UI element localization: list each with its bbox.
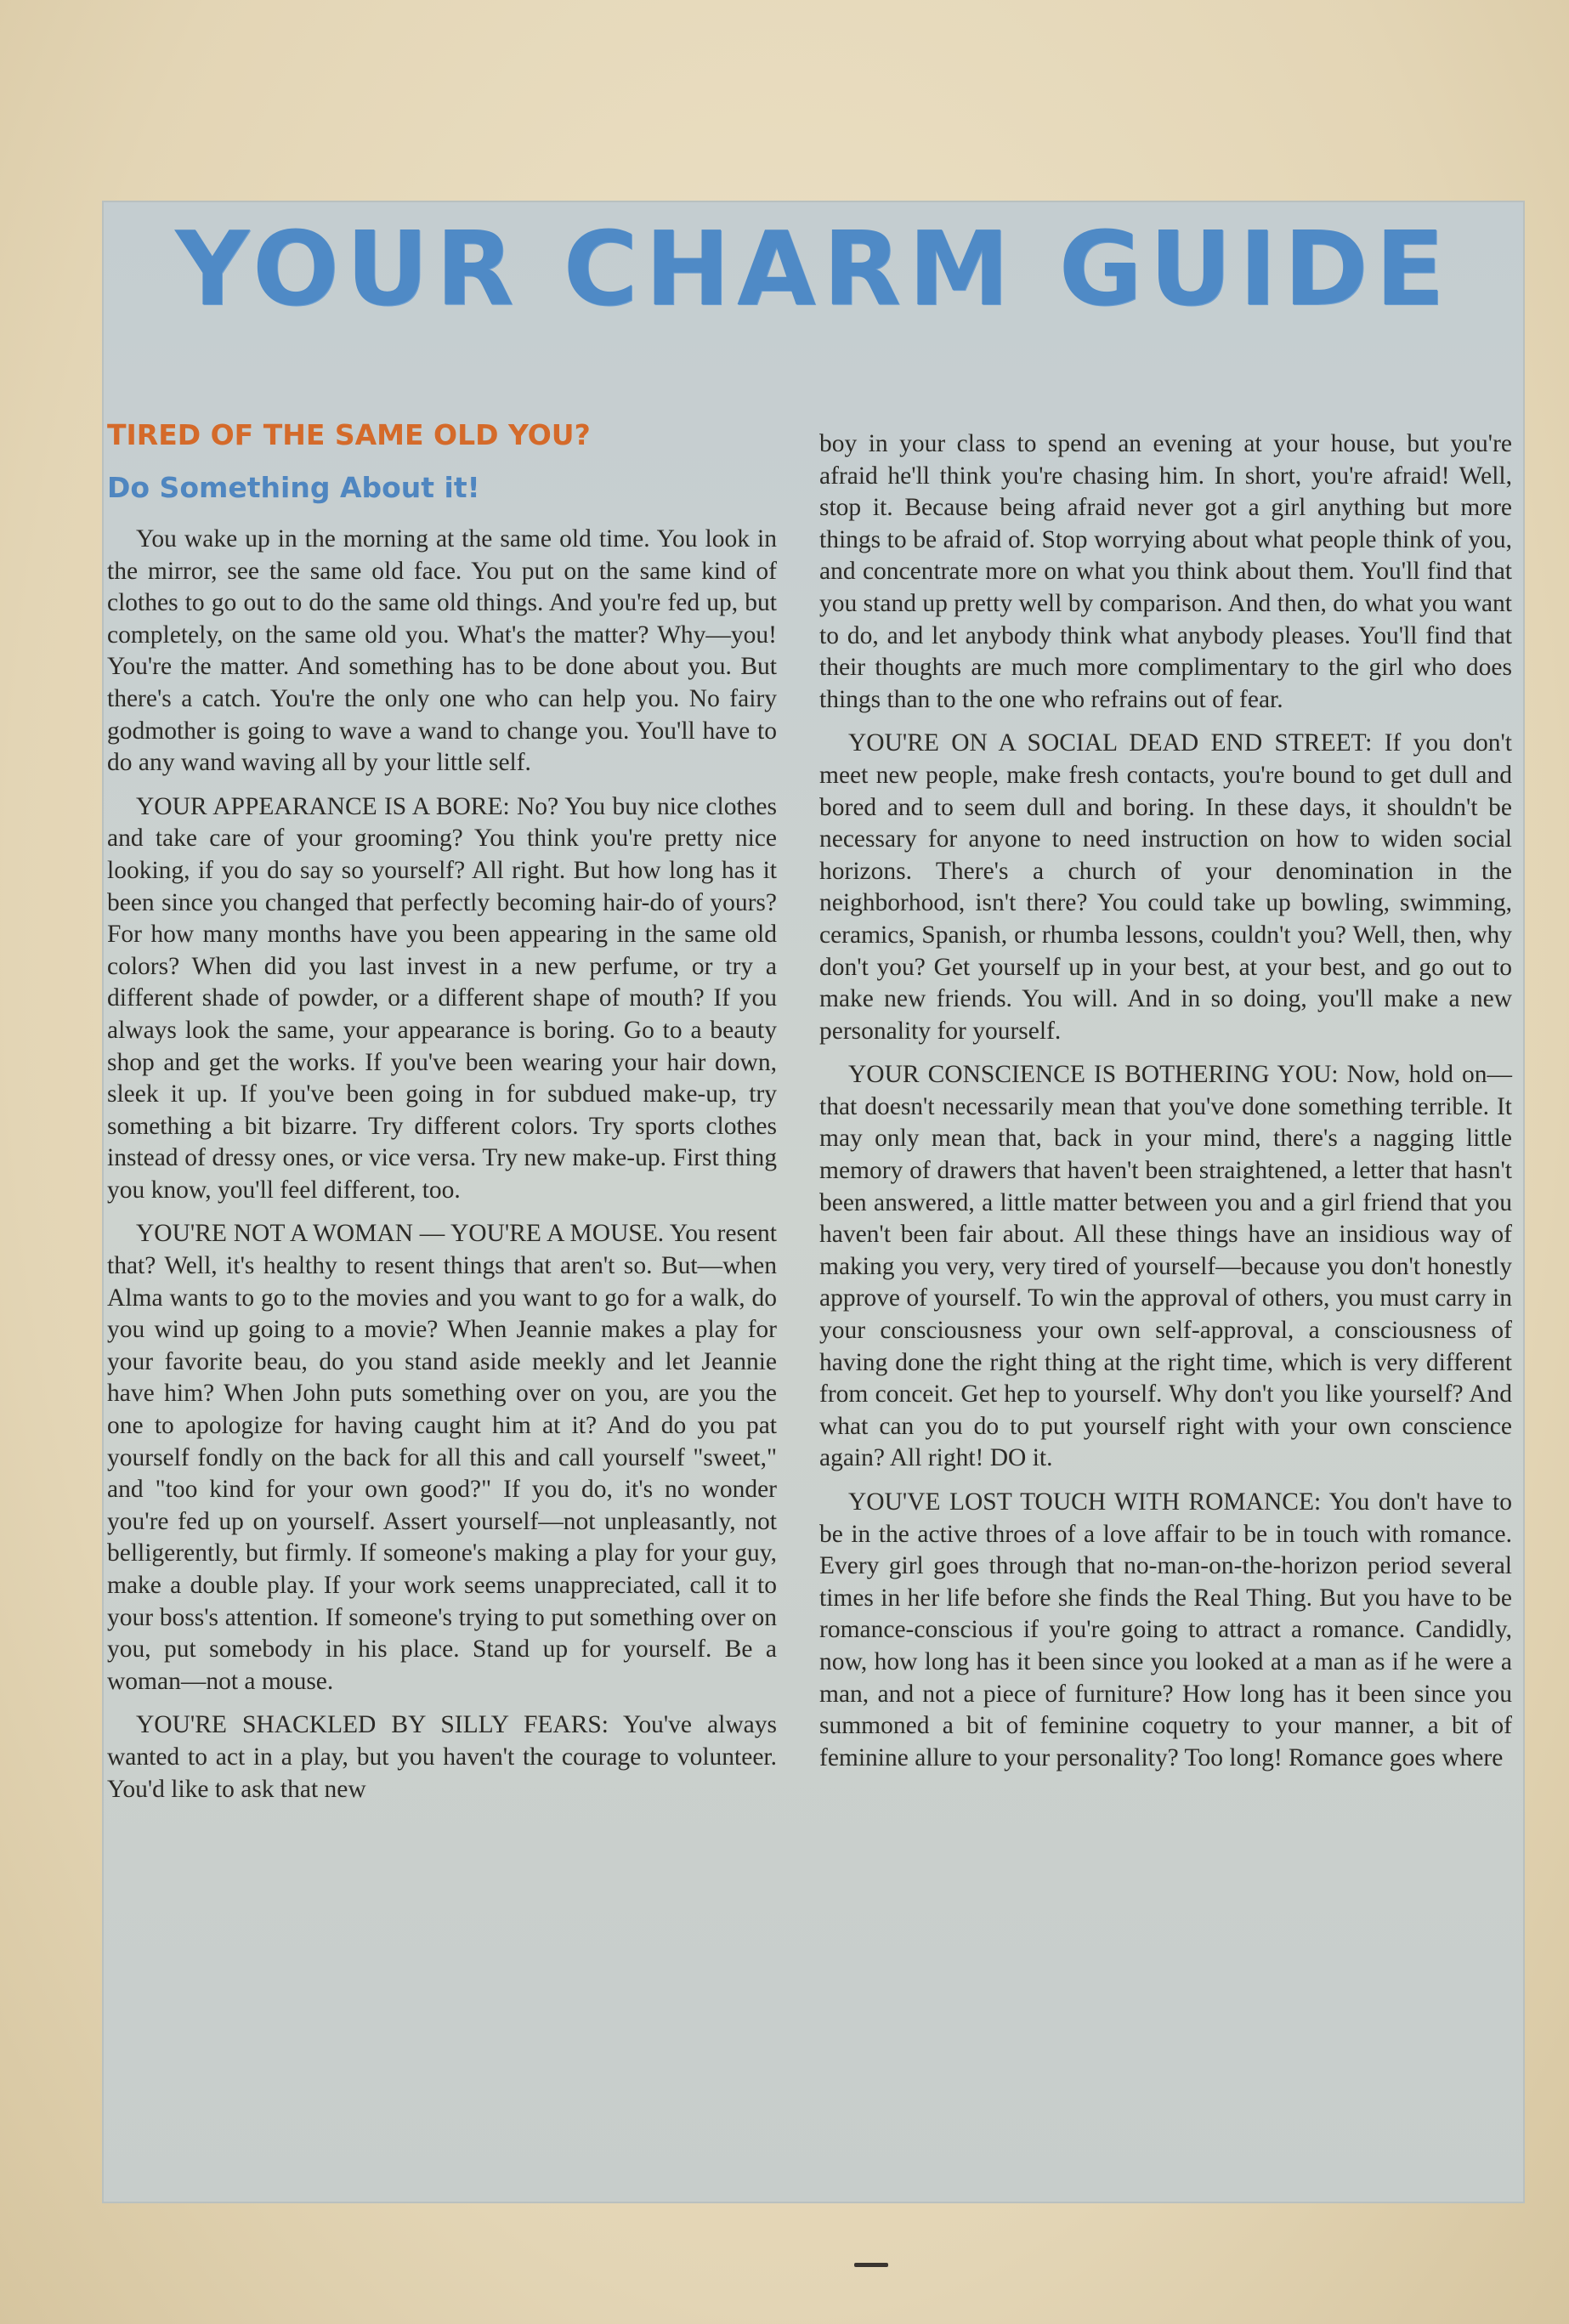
paragraph-intro: You wake up in the morning at the same old time. You look in the mirror, see the same old face. You put on the same kind of clothes to go out to do the same old things. And you're fed up, but completely, on the same old you. What's the matter? Why—you! You're the matter. And something has to be done about you. But there's a catch. You're the only one who can help you. No fairy godmother is going to wave a wand to change you. You'll have to do any wand waving all by your little self. <box>107 525 777 777</box>
article-title: YOUR CHARM GUIDE <box>175 211 1452 329</box>
paragraph-appearance: YOUR APPEARANCE IS A BORE: No? You buy nice clothes and take care of your grooming? You think you're pretty nice looking, if you do say so yourself? All right. But how long has it been since you changed that perfectly becoming hair-do of yours? For how many months have you been appearing in the same old colors? When did you last invest in a new perfume, or try a different shade of powder, or a different shape of mouth? If you always look the same, your appearance is boring. Go to a beauty shop and get the works. If you've been wearing your hair down, sleek it up. If you've been going in for subdued make-up, try something a bit bizarre. Try different colors. Try sports clothes instead of dressy ones, or vice versa. Try new make-up. First thing you know, you'll feel different, too. <box>107 792 777 1204</box>
subheading: Do Something About it! <box>107 471 480 504</box>
paragraph-fears-continued: boy in your class to spend an evening at your house, but you're afraid he'll think you're chasing him. In short, you're afraid! Well, stop it. Because being afraid never got a girl anything but more things to be afraid of. Stop worrying about what people think of you, and concentrate more on what you think about them. You'll find that you stand up pretty well by comparison. And then, do what you want to do, and let anybody think what anybody pleases. You'll find that their thoughts are much more complimentary to the girl who does things than to the one who refrains out of fear. <box>819 430 1512 713</box>
kicker-heading: TIRED OF THE SAME OLD YOU? <box>107 418 591 451</box>
paragraph-romance: YOU'VE LOST TOUCH WITH ROMANCE: You don't have to be in the active throes of a love affair to be in touch with romance. Every girl goes through that no-man-on-the-horizon period several times in her life before she finds the Real Thing. But you have to be romance-conscious if you're going to attract a romance. Candidly, now, how long has it been since you looked at a man as if he were a man, and not a piece of furniture? How long has it been since you summoned a bit of feminine coquetry to your manner, a bit of feminine allure to your personality? Too long! Romance goes where <box>819 1488 1512 1771</box>
paragraph-mouse: YOU'RE NOT A WOMAN — YOU'RE A MOUSE. You resent that? Well, it's healthy to resent things that aren't so. But—when Alma wants to go to the movies and you want to go for a walk, do you wind up going to a movie? When Jeannie makes a play for your favorite beau, do you stand aside meekly and let Jeannie have him? When John puts something over on you, are you the one to apologize for having caught him at it? And do you pat yourself fondly on the back for all this and call yourself "sweet," and "too kind for your own good?" If you do, it's no wonder you're fed up on yourself. Assert yourself—not unpleasantly, not belligerently, but firmly. If someone's making a play for your guy, make a double play. If your work seems unappreciated, call it to your boss's attention. If someone's trying to put something over on you, put somebody in his place. Stand up for yourself. Be a woman—not a mouse. <box>107 1220 777 1695</box>
paragraph-fears: YOU'RE SHACKLED BY SILLY FEARS: You've always wanted to act in a play, but you haven't the courage to volunteer. You'd like to ask that new <box>107 1711 777 1803</box>
page-mark <box>854 2263 888 2267</box>
right-column <box>819 428 1512 1786</box>
left-column <box>107 417 777 1817</box>
paragraph-social: YOU'RE ON A SOCIAL DEAD END STREET: If you don't meet new people, make fresh contacts, you're bound to get dull and bored and to seem dull and boring. In these days, it shouldn't be necessary for anyone to need instruction on how to widen social horizons. There's a church of your denomination in the neighborhood, isn't there? You could take up bowling, swimming, ceramics, Spanish, or rhumba lessons, couldn't you? Well, then, why don't you? Get yourself up in your best, at your best, and go out to make new friends. You will. And in so doing, you'll make a new personality for yourself. <box>819 729 1512 1045</box>
paragraph-conscience: YOUR CONSCIENCE IS BOTHERING YOU: Now, hold on—that doesn't necessarily mean that you've done something terrible. It may only mean that, back in your mind, there's a nagging little memory of drawers that haven't been straightened, a letter that hasn't been answered, a little matter between you and a girl friend that you haven't been fair about. All these things have an insidious way of making you very, very tired of yourself—because you don't honestly approve of yourself. To win the approval of others, you must carry in your consciousness your own self-approval, a consciousness of having done the right thing at the right time, which is very different from conceit. Get hep to yourself. Why don't you like yourself? And what can you do to put yourself right with your own conscience again? All right! DO it. <box>819 1061 1512 1472</box>
article-panel <box>104 202 1523 2202</box>
